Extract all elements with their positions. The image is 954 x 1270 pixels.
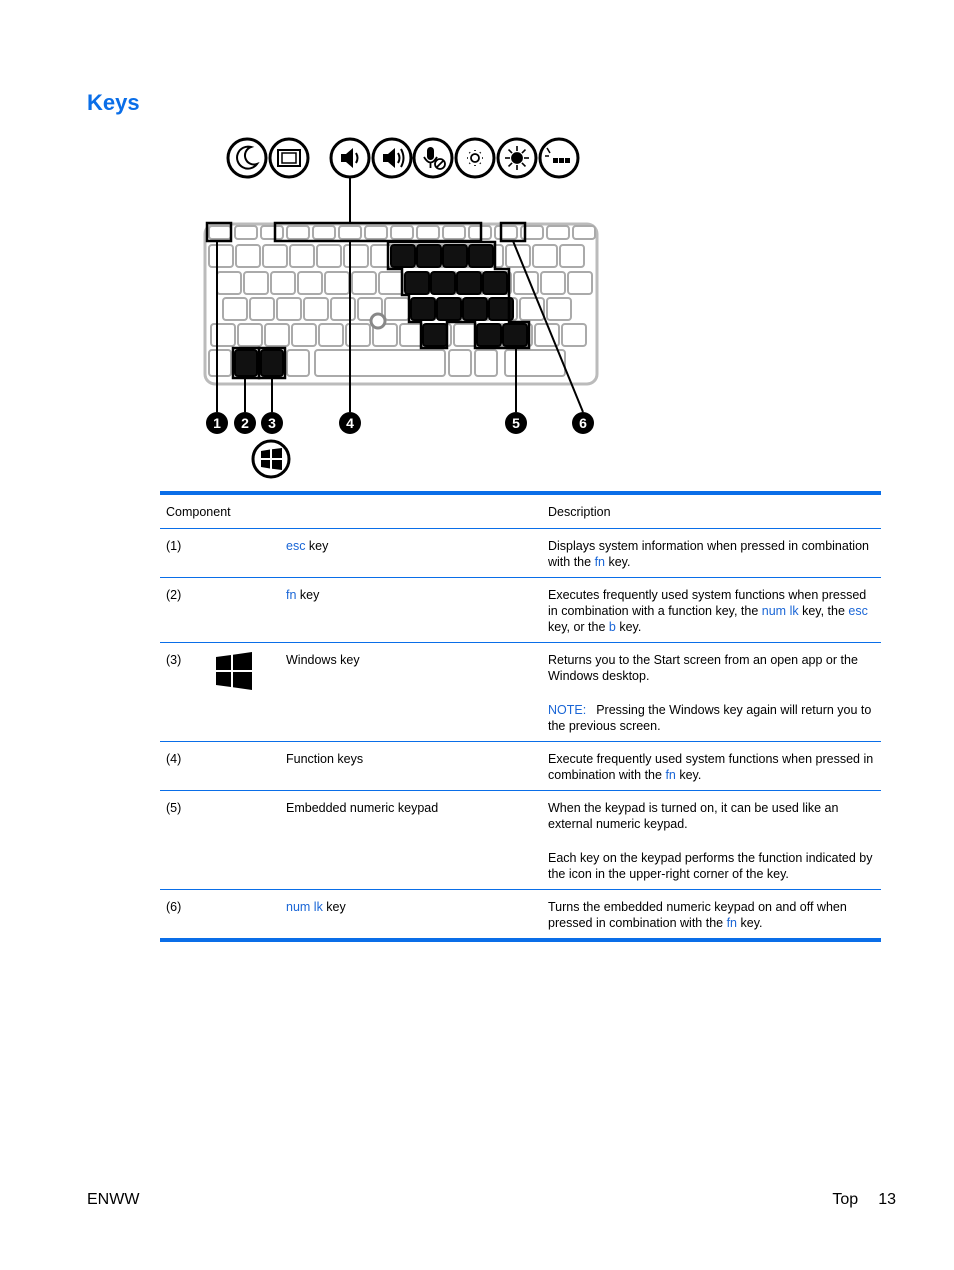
windows-icon — [214, 651, 254, 691]
description-segment: Returns you to the Start screen from an open app or the Windows desktop. — [548, 653, 858, 683]
keyboard-backlight-icon — [540, 139, 578, 177]
component-text: Windows key — [286, 653, 360, 667]
description-segment: key. — [615, 620, 642, 634]
row-icon-cell — [208, 791, 280, 890]
component-description — [542, 791, 881, 890]
description-segment: key. — [675, 768, 702, 782]
component-key-link[interactable]: num lk — [286, 900, 323, 914]
component-name — [280, 529, 542, 578]
key-link[interactable]: fn — [726, 916, 738, 930]
row-icon-cell — [208, 742, 280, 791]
component-name — [280, 890, 542, 941]
header-description: Description — [542, 493, 881, 529]
component-name — [280, 742, 542, 791]
keyboard-diagram — [195, 132, 615, 482]
description-segment: Execute frequently used system functions when pressed in combination with the — [548, 752, 874, 782]
callout-number: 4 — [346, 415, 354, 431]
component-description — [542, 742, 881, 791]
footer-page-number: 13 — [878, 1191, 896, 1208]
row-icon-cell — [208, 890, 280, 941]
mic-mute-icon — [414, 139, 452, 177]
key-link[interactable]: fn — [594, 555, 605, 569]
component-text: Embedded numeric keypad — [286, 801, 439, 815]
row-icon-cell — [208, 529, 280, 578]
callout-6 — [572, 412, 594, 434]
volume-down-icon — [331, 139, 369, 177]
row-icon-cell — [208, 643, 280, 742]
brightness-down-icon — [456, 139, 494, 177]
callout-number: 2 — [241, 415, 249, 431]
description-segment: Turns the embedded numeric keypad on and off when pressed in combination with the — [548, 900, 847, 930]
component-description — [542, 529, 881, 578]
footer-section: Top — [832, 1191, 859, 1208]
table-row — [160, 643, 881, 742]
component-text: key — [296, 588, 320, 602]
key-link[interactable]: b — [608, 620, 616, 634]
callout-numbers — [206, 412, 594, 434]
description-text — [548, 652, 875, 684]
description-text — [548, 800, 875, 832]
row-number: (1) — [160, 529, 208, 578]
table-row — [160, 529, 881, 578]
description-segment: Executes frequently used system functions when pressed in combination with a function key, the — [548, 588, 867, 618]
table-row — [160, 742, 881, 791]
callout-5 — [505, 412, 527, 434]
description-text — [548, 538, 875, 570]
row-number: (6) — [166, 900, 182, 914]
component-table — [160, 491, 881, 942]
key-link[interactable]: esc — [848, 604, 868, 618]
component-name — [280, 578, 542, 643]
row-number: (2) — [160, 578, 208, 643]
table-row — [160, 890, 881, 941]
description-segment: When the keypad is turned on, it can be used like an external numeric keypad. — [548, 801, 839, 831]
description-segment: key. — [737, 916, 763, 930]
function-key-icons — [228, 139, 578, 177]
component-key-link[interactable]: esc — [286, 539, 306, 553]
footer-left: ENWW — [87, 1191, 140, 1208]
description-text — [548, 587, 875, 635]
table-header-row — [160, 493, 881, 529]
note-text: Pressing the Windows key again will return you to the previous screen. — [548, 703, 872, 733]
description-text — [548, 751, 875, 783]
display-switch-icon — [270, 139, 308, 177]
callout-number: 1 — [213, 415, 221, 431]
callout-2 — [234, 412, 256, 434]
component-name — [280, 643, 542, 742]
callout-4 — [339, 412, 361, 434]
note — [548, 702, 875, 734]
callout-1 — [206, 412, 228, 434]
page-title: Keys — [87, 90, 140, 115]
component-description — [542, 643, 881, 742]
component-text: key — [305, 539, 329, 553]
component-text: Function keys — [286, 752, 364, 766]
row-number: (4) — [160, 742, 208, 791]
description-text-2: Each key on the keypad performs the function indicated by the icon in the upper-right corner of the key. — [548, 851, 873, 881]
description-segment: Displays system information when pressed in combination with the — [548, 539, 869, 569]
component-description — [542, 578, 881, 643]
volume-up-icon — [373, 139, 411, 177]
sleep-icon — [228, 139, 266, 177]
table-row — [160, 578, 881, 643]
callout-number: 5 — [512, 415, 520, 431]
key-link[interactable]: num lk — [761, 604, 799, 618]
windows-logo-icon — [253, 441, 289, 477]
note-label: NOTE: — [548, 703, 587, 717]
component-key-link[interactable]: fn — [286, 588, 297, 602]
callout-number: 6 — [579, 415, 587, 431]
description-text — [548, 899, 875, 931]
table-row — [160, 791, 881, 890]
row-number: (5) — [160, 791, 208, 890]
component-description — [542, 890, 881, 941]
row-icon-cell — [208, 578, 280, 643]
row-number: (3) — [160, 643, 208, 742]
description-segment: key, the — [798, 604, 849, 618]
footer-right — [832, 1191, 896, 1209]
component-text: key — [322, 900, 346, 914]
header-component: Component — [160, 493, 542, 529]
description-segment: key. — [605, 555, 631, 569]
description-segment: key, or the — [548, 620, 609, 634]
callout-number: 3 — [268, 415, 276, 431]
brightness-up-icon — [498, 139, 536, 177]
key-link[interactable]: fn — [665, 768, 676, 782]
component-name — [280, 791, 542, 890]
callout-3 — [261, 412, 283, 434]
